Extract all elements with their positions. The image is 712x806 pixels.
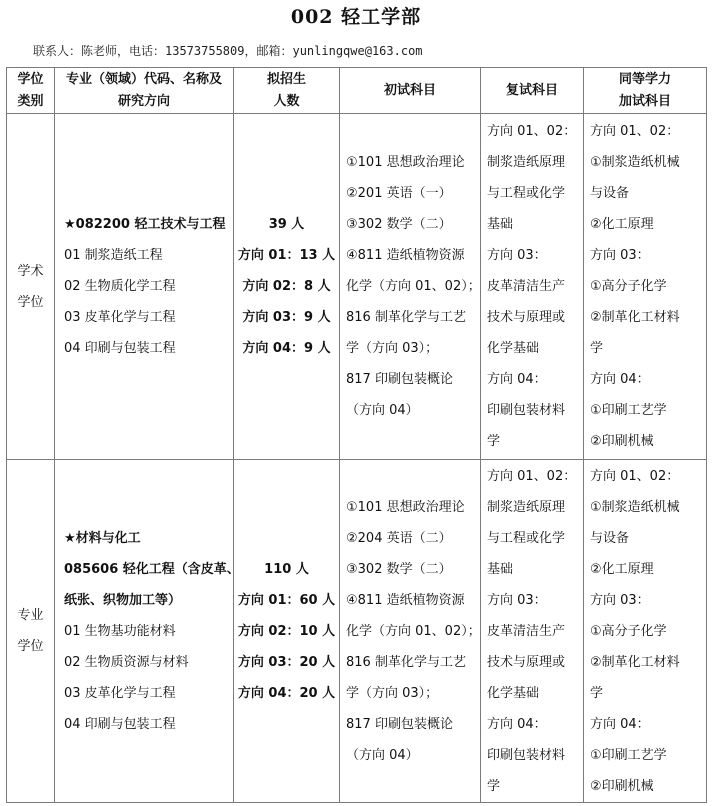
table-header-row <box>7 68 707 114</box>
text-line: 816 制革化学与工艺 <box>346 654 466 670</box>
equivalent-cell <box>584 114 707 460</box>
text-line: 方向 01：60 人 <box>237 592 336 608</box>
text-line: 学 <box>487 778 501 794</box>
text-line: 印刷包装材料 <box>487 403 566 418</box>
text-line: 人数 <box>273 93 300 109</box>
text-line: 拟招生 <box>266 71 306 87</box>
text-line: 方向 01、02： <box>487 468 577 484</box>
degree-type-cell <box>7 114 55 460</box>
text-line: 与设备 <box>590 186 630 201</box>
text-line: 研究方向 <box>117 93 170 109</box>
text-line: 817 印刷包装概论 <box>346 372 453 387</box>
text-line: 化学基础 <box>487 341 540 356</box>
text-line: 学术 <box>17 263 44 279</box>
text-line: 方向 04： <box>487 716 547 732</box>
text-line: 化学（方向 01、02）； <box>346 623 481 639</box>
text-line: 方向 04：20 人 <box>237 685 336 701</box>
text-line: 同等学力 <box>618 71 671 87</box>
quota-direction-list <box>234 585 339 709</box>
text-line: 与工程或化学 <box>487 186 566 201</box>
retest-cell <box>481 114 584 460</box>
initial-exam-cell <box>340 460 481 803</box>
quota-total: 39 人 <box>268 217 305 232</box>
text-line: ★082200 轻工技术与工程 <box>64 217 226 232</box>
table-row-professional-degree <box>7 460 707 803</box>
text-line: 02 生物质化学工程 <box>64 279 176 294</box>
text-line: 816 制革化学与工艺 <box>346 310 466 325</box>
text-line: 04 印刷与包装工程 <box>64 716 176 732</box>
text-line: 与设备 <box>590 530 630 546</box>
table-row-academic-degree <box>7 114 707 460</box>
text-line: 与工程或化学 <box>487 530 566 546</box>
text-line: 化学（方向 01、02）； <box>346 279 481 294</box>
text-line: ①印刷工艺学 <box>590 403 667 418</box>
text-line: ①印刷工艺学 <box>590 747 667 763</box>
text-line: 01 制浆造纸工程 <box>64 248 163 263</box>
header-retest <box>481 68 584 114</box>
text-line: ①制浆造纸机械 <box>590 499 680 515</box>
text-line: ③302 数学（二） <box>346 561 452 577</box>
text-line: ④811 造纸植物资源 <box>346 592 465 608</box>
text-line: 皮革清洁生产 <box>487 279 566 294</box>
quota-total: 110 人 <box>264 561 309 577</box>
text-line: ②制革化工材料 <box>590 310 680 325</box>
text-line: 方向 03： <box>487 248 547 263</box>
text-line: 方向 01：13 人 <box>237 248 336 263</box>
text-line: 方向 04： <box>590 372 650 387</box>
retest-cell <box>481 460 584 803</box>
text-line: 085606 轻化工程（含皮革、 <box>64 561 240 577</box>
text-line: 03 皮革化学与工程 <box>64 310 176 325</box>
header-degree-type <box>7 68 55 114</box>
text-line: 方向 04：9 人 <box>242 341 331 356</box>
text-line: （方向 04） <box>346 747 419 763</box>
direction-list <box>64 616 233 740</box>
text-line: ①高分子化学 <box>590 623 667 639</box>
text-line: 02 生物质资源与材料 <box>64 654 189 670</box>
equivalent-cell <box>584 460 707 803</box>
text-line: 学（方向 03）； <box>346 685 439 701</box>
text-line: ①制浆造纸机械 <box>590 155 680 170</box>
text-line: 专业 <box>17 608 44 623</box>
quota-cell <box>234 114 340 460</box>
text-line: 学位 <box>17 639 44 654</box>
major-cell <box>55 114 234 460</box>
text-line: ①101 思想政治理论 <box>346 155 465 170</box>
text-line: 化学基础 <box>487 685 540 701</box>
page-title: 002 轻工学部 <box>290 6 422 28</box>
text-line: 学 <box>590 685 604 701</box>
text-line: 学 <box>590 341 604 356</box>
text-line: 基础 <box>487 217 514 232</box>
text-line: 方向 01、02： <box>590 468 680 484</box>
text-line: ★材料与化工 <box>64 530 141 546</box>
text-line: ②印刷机械 <box>590 778 654 794</box>
text-line: 学位 <box>17 294 44 310</box>
text-line: ②制革化工材料 <box>590 654 680 670</box>
header-major <box>55 68 234 114</box>
text-line: 方向 01、02： <box>487 124 577 139</box>
major-title <box>64 209 233 240</box>
text-line: 方向 01、02： <box>590 124 680 139</box>
text-line: ①高分子化学 <box>590 279 667 294</box>
text-line: 基础 <box>487 561 514 577</box>
text-line: 技术与原理或 <box>487 310 566 325</box>
quota-cell <box>234 460 340 803</box>
text-line: 学位 <box>17 71 44 87</box>
text-line: 方向 02：8 人 <box>242 279 331 294</box>
text-line: 专业（领域）代码、名称及 <box>65 71 222 87</box>
text-line: 817 印刷包装概论 <box>346 716 453 732</box>
text-line: 方向 04： <box>590 716 650 732</box>
text-line: 复试科目 <box>505 82 558 98</box>
text-line: 学 <box>487 434 501 449</box>
text-line: 皮革清洁生产 <box>487 623 566 639</box>
text-line: 方向 03： <box>590 592 650 608</box>
text-line: ②201 英语（一） <box>346 186 452 201</box>
text-line: 方向 02：10 人 <box>237 623 336 639</box>
text-line: 方向 03： <box>487 592 547 608</box>
text-line: 方向 03：20 人 <box>237 654 336 670</box>
text-line: ②化工原理 <box>590 561 654 577</box>
text-line: （方向 04） <box>346 403 419 418</box>
text-line: 类别 <box>17 93 44 109</box>
major-cell <box>55 460 240 803</box>
text-line: ④811 造纸植物资源 <box>346 248 465 263</box>
text-line: 制浆造纸原理 <box>487 155 566 170</box>
text-line: 纸张、织物加工等） <box>64 592 182 608</box>
text-line: 学（方向 03）； <box>346 341 439 356</box>
initial-exam-cell <box>340 114 481 460</box>
admissions-table <box>6 67 707 803</box>
header-quota <box>234 68 340 114</box>
text-line: 印刷包装材料 <box>487 747 566 763</box>
text-line: 03 皮革化学与工程 <box>64 685 176 701</box>
text-line: ②印刷机械 <box>590 434 654 449</box>
text-line: ③302 数学（二） <box>346 217 452 232</box>
degree-type-cell <box>7 460 55 803</box>
text-line: ①101 思想政治理论 <box>346 499 465 515</box>
text-line: 04 印刷与包装工程 <box>64 341 176 356</box>
header-initial-exam <box>340 68 481 114</box>
text-line: 初试科目 <box>383 82 436 98</box>
text-line: 技术与原理或 <box>487 654 566 670</box>
text-line: ②204 英语（二） <box>346 530 452 546</box>
text-line: ②化工原理 <box>590 217 654 232</box>
text-line: 加试科目 <box>618 93 671 109</box>
quota-direction-list <box>234 240 339 364</box>
text-line: 方向 03： <box>590 248 650 263</box>
text-line: 方向 04： <box>487 372 547 387</box>
header-equivalent <box>584 68 707 114</box>
text-line: 制浆造纸原理 <box>487 499 566 515</box>
major-title <box>64 523 240 616</box>
text-line: 01 生物基功能材料 <box>64 623 176 639</box>
text-line: 方向 03：9 人 <box>242 310 331 325</box>
contact-info: 联系人：陈老师，电话：13573755809，邮箱：yunlingqwe@163.com <box>33 44 423 58</box>
direction-list <box>64 240 233 364</box>
